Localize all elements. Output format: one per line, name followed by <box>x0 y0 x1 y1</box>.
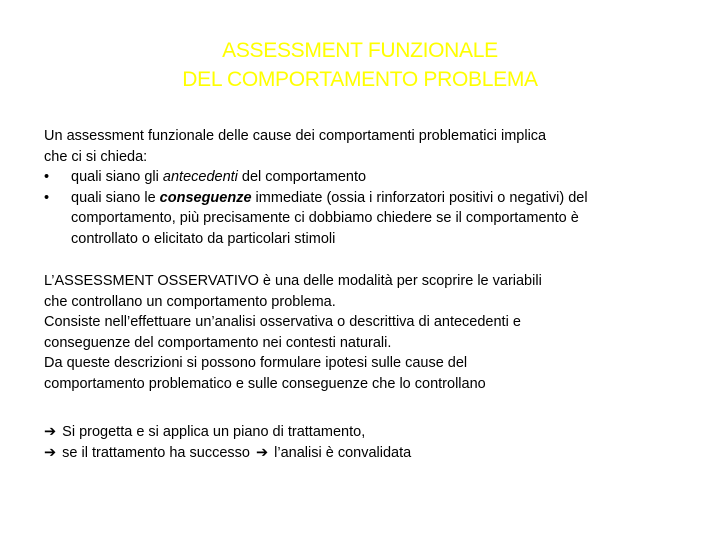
observational-line: che controllano un comportamento problema. <box>44 293 336 310</box>
right-arrow-icon: ➔ <box>255 444 269 461</box>
conclusion-text-2-suffix: l’analisi è convalidata <box>274 444 412 461</box>
title-line-1: ASSESSMENT FUNZIONALE <box>222 39 498 62</box>
conclusion-text-2-prefix: se il trattamento ha successo <box>62 444 250 461</box>
bullet2-emphasis: conseguenze <box>159 189 252 206</box>
conclusion-paragraph <box>44 422 684 463</box>
bullet1-suffix: del comportamento <box>237 169 367 185</box>
conclusion-line-2 <box>44 443 684 464</box>
bullet-dot-icon: • <box>44 189 50 206</box>
bullet1-emphasis: antecedenti <box>162 169 238 185</box>
observational-line: comportamento problematico e sulle conseguenze che lo controllano <box>44 375 486 392</box>
bullet2-line-3: controllato o elicitato da particolari stimoli <box>71 230 336 247</box>
bullet2-prefix: quali siano le <box>71 189 160 206</box>
intro-line-2: che ci si chieda: <box>44 148 148 165</box>
bullet2-suffix: immediate (ossia i rinforzatori positivi o negativi) del <box>251 189 588 206</box>
bullet1-prefix: quali siano gli <box>71 169 163 185</box>
right-arrow-icon: ➔ <box>44 424 57 440</box>
bullet-antecedenti <box>44 167 684 188</box>
conclusion-line-1 <box>44 422 684 443</box>
observational-line: conseguenze del comportamento nei contesti naturali. <box>44 334 392 351</box>
title-line-2: DEL COMPORTAMENTO PROBLEMA <box>182 68 538 91</box>
intro-line-1: Un assessment funzionale delle cause dei comportamenti problematici implica <box>44 128 547 144</box>
observational-paragraph <box>44 271 684 394</box>
bullet-dot-icon: • <box>44 169 50 185</box>
observational-line: Da queste descrizioni si possono formulare ipotesi sulle cause del <box>44 355 468 371</box>
intro-paragraph <box>44 126 684 249</box>
observational-line: L’ASSESSMENT OSSERVATIVO è una delle modalità per scoprire le variabili <box>44 273 542 289</box>
observational-line: Consiste nell’effettuare un’analisi osservativa o descrittiva di antecedenti e <box>44 314 521 330</box>
right-arrow-icon: ➔ <box>44 444 57 461</box>
bullet-conseguenze <box>44 188 684 250</box>
bullet2-line-2: comportamento, più precisamente ci dobbiamo chiedere se il comportamento è <box>71 210 579 226</box>
slide-title <box>0 36 720 94</box>
conclusion-text-1: Si progetta e si applica un piano di trattamento, <box>62 424 366 440</box>
